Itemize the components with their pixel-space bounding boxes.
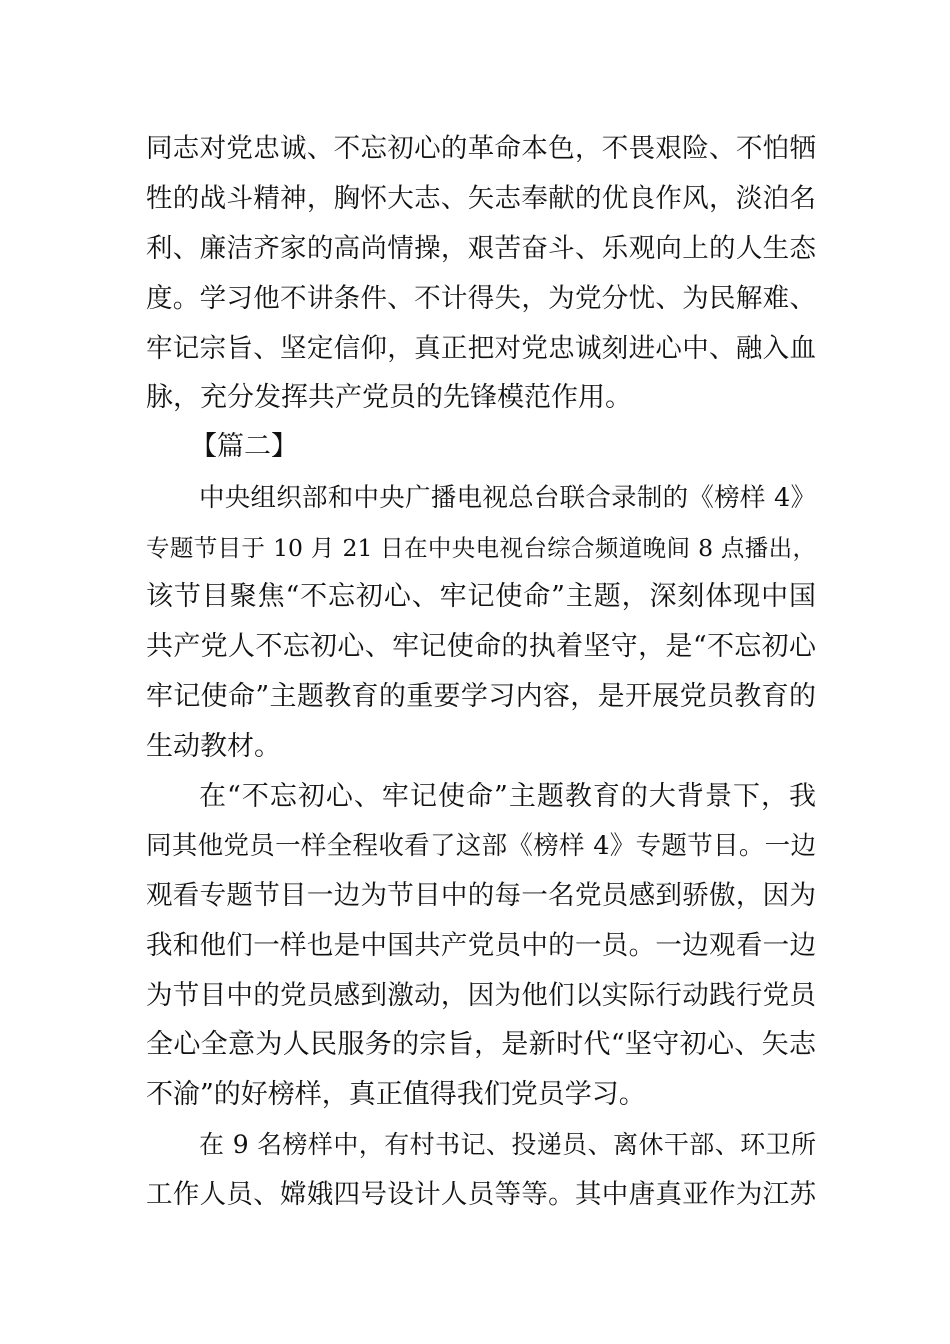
text-line: 不渝”的好榜样，真正值得我们党员学习。	[146, 1079, 646, 1110]
text-line: 脉，充分发挥共产党员的先锋模范作用。	[146, 382, 632, 413]
text-line: 全心全意为人民服务的宗旨，是新时代“坚守初心、矢志	[146, 1029, 816, 1060]
text-line: 利、廉洁齐家的高尚情操，艰苦奋斗、乐观向上的人生态	[146, 233, 816, 264]
text-line: 在 9 名榜样中，有村书记、投递员、离休干部、环卫所	[199, 1130, 816, 1159]
text-line: 我和他们一样也是中国共产党员中的一员。一边观看一边	[146, 930, 816, 961]
text-line: 为节目中的党员感到激动，因为他们以实际行动践行党员	[146, 980, 816, 1011]
text-line: 牲的战斗精神，胸怀大志、矢志奉献的优良作风，淡泊名	[146, 183, 816, 214]
section-heading: 【篇二】	[190, 431, 298, 462]
text-line: 同其他党员一样全程收看了这部《榜样 4》专题节目。一边	[146, 831, 816, 861]
text-line: 共产党人不忘初心、牢记使命的执着坚守，是“不忘初心	[146, 631, 816, 662]
text-line: 生动教材。	[146, 731, 281, 762]
text-line: 该节目聚焦“不忘初心、牢记使命”主题，深刻体现中国	[146, 581, 816, 612]
text-line: 工作人员、嫦娥四号设计人员等等。其中唐真亚作为江苏	[146, 1179, 816, 1210]
text-line: 同志对党忠诚、不忘初心的革命本色，不畏艰险、不怕牺	[146, 133, 816, 164]
text-line: 中央组织部和中央广播电视总台联合录制的《榜样 4》	[199, 483, 816, 513]
text-line: 在“不忘初心、牢记使命”主题教育的大背景下，我	[199, 781, 816, 812]
text-line: 牢记宗旨、坚定信仰，真正把对党忠诚刻进心中、融入血	[146, 333, 816, 364]
text-line: 牢记使命”主题教育的重要学习内容，是开展党员教育的	[146, 681, 816, 712]
text-line: 专题节目于 10 月 21 日在中央电视台综合频道晚间 8 点播出，	[146, 534, 816, 562]
text-line: 度。学习他不讲条件、不计得失，为党分忧、为民解难、	[146, 283, 816, 314]
text-line: 观看专题节目一边为节目中的每一名党员感到骄傲，因为	[146, 880, 816, 911]
